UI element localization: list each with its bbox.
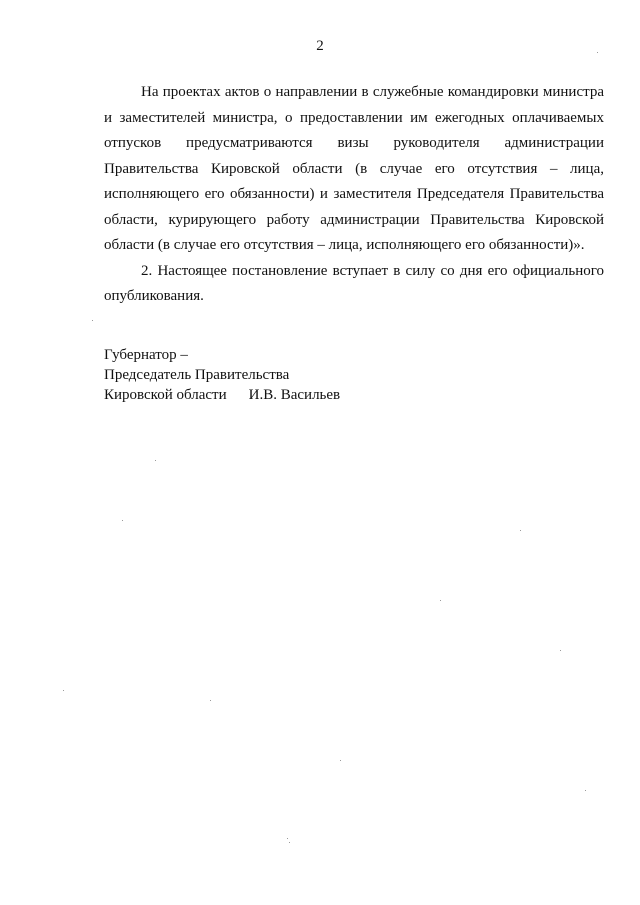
- scan-speck: [155, 460, 156, 461]
- scan-speck: [520, 530, 521, 531]
- document-body: [104, 80, 604, 310]
- scan-speck: [289, 842, 290, 843]
- signature-title-chairman: Председатель Правительства: [104, 367, 290, 383]
- paragraph-effective-date: 2. Настоящее постановление вступает в силу со дня его официального опубликования.: [104, 262, 604, 304]
- scan-speck: [287, 838, 288, 839]
- scan-speck: [92, 320, 93, 321]
- signature-block: [104, 345, 340, 405]
- signature-title-governor: Губернатор –: [104, 347, 188, 363]
- scan-speck: [597, 52, 598, 53]
- scan-speck: [340, 760, 341, 761]
- scan-speck: [585, 790, 586, 791]
- scan-speck: [440, 600, 441, 601]
- paragraph-visas: На проектах актов о направлении в служебные командировки министра и заместителей министра, о предоставлении им ежегодных оплачиваемых отпусков предусматриваются визы руководителя администрации Правительства Кировской области (в случае его отсутствия – лица, исполняющего его обязанности) и заместителя Председателя Правительства области, курирующего работу администрации Правительства Кировской области (в случае его отсутствия – лица, исполняющего его обязанности)».: [104, 84, 604, 253]
- signatory-name: И.В. Васильев: [248, 387, 341, 403]
- page-number: 2: [316, 38, 324, 54]
- signature-region: Кировской области: [104, 387, 227, 403]
- scan-speck: [560, 650, 561, 651]
- signature-region-line: [104, 385, 340, 405]
- scan-speck: [122, 520, 123, 521]
- scan-speck: [210, 700, 211, 701]
- scan-speck: [63, 690, 64, 691]
